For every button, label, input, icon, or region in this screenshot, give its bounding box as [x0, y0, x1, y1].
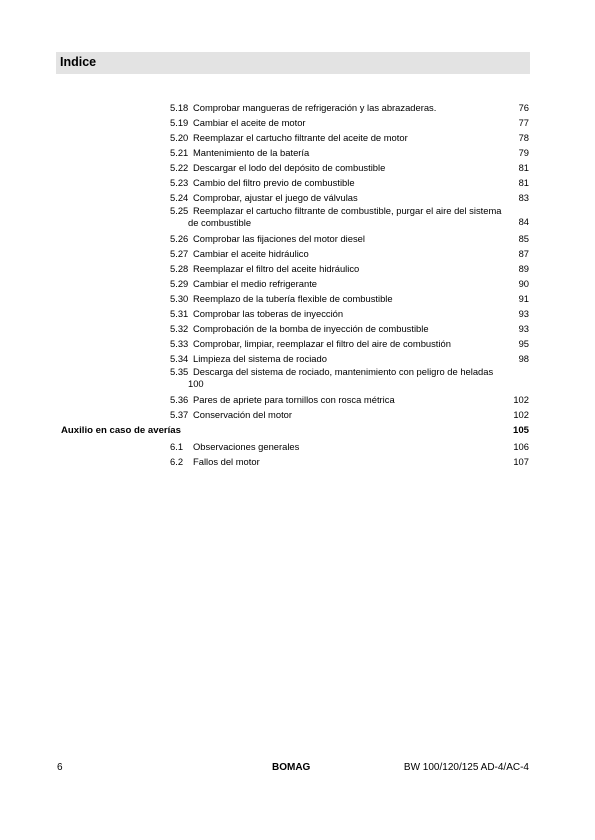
toc-entry-row[interactable] — [0, 276, 595, 291]
toc-entry-number: 5.23 — [170, 177, 189, 188]
toc-entry-title — [193, 351, 528, 366]
toc-entry-number: 5.31 — [170, 308, 189, 319]
toc-entry-title — [193, 321, 528, 336]
toc-entry-title-line: Conservación del motor — [193, 409, 293, 420]
toc-entry-number: 5.36 — [170, 394, 189, 405]
toc-entry-title-line: Observaciones generales — [193, 441, 300, 452]
toc-entry-title — [193, 190, 528, 205]
toc-entry-page: 93 — [518, 323, 529, 334]
toc-entry-title-line: Comprobar las toberas de inyección — [193, 308, 344, 319]
toc-entry-page: 79 — [518, 147, 529, 158]
toc-entry-row[interactable] — [0, 246, 595, 261]
toc-entry-title-line: Reemplazar el cartucho filtrante de combustible, purgar el aire del sistema — [193, 205, 502, 216]
toc-entry-title — [193, 336, 528, 351]
toc-entry-row[interactable] — [0, 454, 595, 469]
toc-entry-title-line: Cambio del filtro previo de combustible — [193, 177, 355, 188]
toc-entry-title-line: Comprobar mangueras de refrigeración y las abrazaderas. — [193, 102, 437, 113]
toc-entry-page: 93 — [518, 308, 529, 319]
toc-entry-number: 5.28 — [170, 263, 189, 274]
toc-entry-page: 98 — [518, 353, 529, 364]
toc-entry-title-line: Descarga del sistema de rociado, mantenimiento con peligro de heladas — [193, 366, 494, 377]
toc-entry-number: 5.24 — [170, 192, 189, 203]
toc-entry-number: 6.2 — [170, 456, 184, 467]
toc-entry-number: 5.25 — [170, 205, 189, 216]
table-of-contents — [0, 100, 595, 469]
toc-entry-title-line: Reemplazo de la tubería flexible de combustible — [193, 293, 393, 304]
toc-entry-title — [193, 145, 528, 160]
toc-entry-number: 5.32 — [170, 323, 189, 334]
toc-entry-page: 77 — [518, 117, 529, 128]
toc-entry-title — [193, 100, 528, 115]
toc-entry-title-line: Cambiar el aceite hidráulico — [193, 248, 309, 259]
toc-entry-number: 5.22 — [170, 162, 189, 173]
toc-entry-row[interactable] — [0, 130, 595, 145]
toc-entry-row[interactable] — [0, 231, 595, 246]
toc-entry-page: 87 — [518, 248, 529, 259]
toc-entry-number: 5.35 — [170, 366, 189, 377]
toc-entry-row[interactable] — [0, 100, 595, 115]
toc-entry-row[interactable] — [0, 190, 595, 205]
page-title: Indice — [60, 55, 97, 69]
toc-entry-title-line: Cambiar el aceite de motor — [193, 117, 306, 128]
toc-entry-title-continuation: 100 — [188, 377, 204, 389]
toc-entry-row[interactable] — [0, 366, 595, 392]
toc-entry-title — [193, 115, 528, 130]
toc-entry-title-line: Comprobar las fijaciones del motor diesel — [193, 233, 365, 244]
toc-entry-number: 5.29 — [170, 278, 189, 289]
footer-page-number: 6 — [57, 762, 63, 773]
toc-entry-title — [193, 261, 528, 276]
header-bar — [56, 52, 530, 74]
toc-entry-title — [193, 392, 528, 407]
toc-entry-page: 83 — [518, 192, 529, 203]
toc-entry-title-line: Limpieza del sistema de rociado — [193, 353, 327, 364]
footer-brand: BOMAG — [272, 762, 311, 773]
toc-entry-title — [193, 246, 528, 261]
toc-entry-row[interactable] — [0, 261, 595, 276]
toc-entry-page: 105 — [512, 425, 529, 436]
toc-entry-row[interactable] — [0, 392, 595, 407]
toc-entry-title — [193, 439, 528, 454]
toc-entry-row[interactable] — [0, 321, 595, 336]
toc-entry-title-line: Comprobar, limpiar, reemplazar el filtro del aire de combustión — [193, 338, 451, 349]
toc-entry-row[interactable] — [0, 306, 595, 321]
toc-entry-title-continuation: de combustible — [188, 216, 252, 228]
toc-entry-page: 85 — [518, 233, 529, 244]
toc-entry-title — [193, 306, 528, 321]
toc-entry-page: 91 — [518, 293, 529, 304]
toc-entry-title-line: Descargar el lodo del depósito de combustible — [193, 162, 386, 173]
toc-entry-page: 89 — [518, 263, 529, 274]
toc-entry-title-line: Comprobación de la bomba de inyección de combustible — [193, 323, 429, 334]
toc-entry-title — [193, 231, 528, 246]
toc-entry-row[interactable] — [0, 175, 595, 190]
toc-entry-title — [193, 276, 528, 291]
toc-entry-row[interactable] — [0, 145, 595, 160]
toc-entry-row[interactable] — [0, 351, 595, 366]
toc-entry-number: 6.1 — [170, 441, 184, 452]
toc-chapter-row[interactable] — [0, 422, 595, 439]
toc-entry-row[interactable] — [0, 407, 595, 422]
toc-entry-page: 81 — [518, 177, 529, 188]
toc-entry-title-line: Fallos del motor — [193, 456, 260, 467]
toc-entry-title-line: Comprobar, ajustar el juego de válvulas — [193, 192, 358, 203]
toc-entry-title-line: Mantenimiento de la batería — [193, 147, 310, 158]
toc-entry-page: 81 — [518, 162, 529, 173]
toc-entry-title-line: Reemplazar el filtro del aceite hidráulico — [193, 263, 360, 274]
toc-entry-number: 5.21 — [170, 147, 189, 158]
toc-entry-page: 76 — [518, 102, 529, 113]
toc-entry-title-line: Cambiar el medio refrigerante — [193, 278, 318, 289]
toc-entry-row[interactable] — [0, 439, 595, 454]
toc-entry-title — [188, 366, 528, 389]
toc-entry-title-line: Auxilio en caso de averías — [61, 425, 181, 436]
toc-entry-number: 5.27 — [170, 248, 189, 259]
toc-entry-page: 95 — [518, 338, 529, 349]
toc-entry-title — [193, 175, 528, 190]
toc-entry-page: 78 — [518, 132, 529, 143]
toc-entry-row[interactable] — [0, 291, 595, 306]
toc-entry-title — [193, 407, 528, 422]
toc-entry-row[interactable] — [0, 205, 595, 231]
toc-entry-number: 5.30 — [170, 293, 189, 304]
toc-entry-title — [188, 205, 528, 228]
toc-entry-page: 84 — [518, 215, 529, 227]
toc-entry-number: 5.37 — [170, 409, 189, 420]
toc-entry-page: 102 — [513, 394, 529, 405]
toc-entry-page: 106 — [513, 441, 529, 452]
footer-model: BW 100/120/125 AD-4/AC-4 — [403, 762, 529, 773]
toc-entry-page: 107 — [513, 456, 529, 467]
toc-entry-row[interactable] — [0, 115, 595, 130]
toc-entry-title — [193, 160, 528, 175]
toc-entry-title — [193, 454, 528, 469]
toc-entry-page: 102 — [513, 409, 529, 420]
toc-entry-title-line: Reemplazar el cartucho filtrante del aceite de motor — [193, 132, 408, 143]
toc-entry-number: 5.18 — [170, 102, 189, 113]
toc-entry-page: 90 — [518, 278, 529, 289]
toc-entry-number: 5.20 — [170, 132, 189, 143]
toc-entry-number: 5.34 — [170, 353, 189, 364]
toc-entry-row[interactable] — [0, 160, 595, 175]
toc-entry-title-line: Pares de apriete para tornillos con rosca métrica — [193, 394, 395, 405]
toc-entry-number: 5.26 — [170, 233, 189, 244]
toc-entry-row[interactable] — [0, 336, 595, 351]
toc-entry-title — [193, 130, 528, 145]
toc-entry-number: 5.19 — [170, 117, 189, 128]
toc-entry-number: 5.33 — [170, 338, 189, 349]
toc-chapter-title — [61, 422, 396, 439]
toc-entry-title — [193, 291, 528, 306]
